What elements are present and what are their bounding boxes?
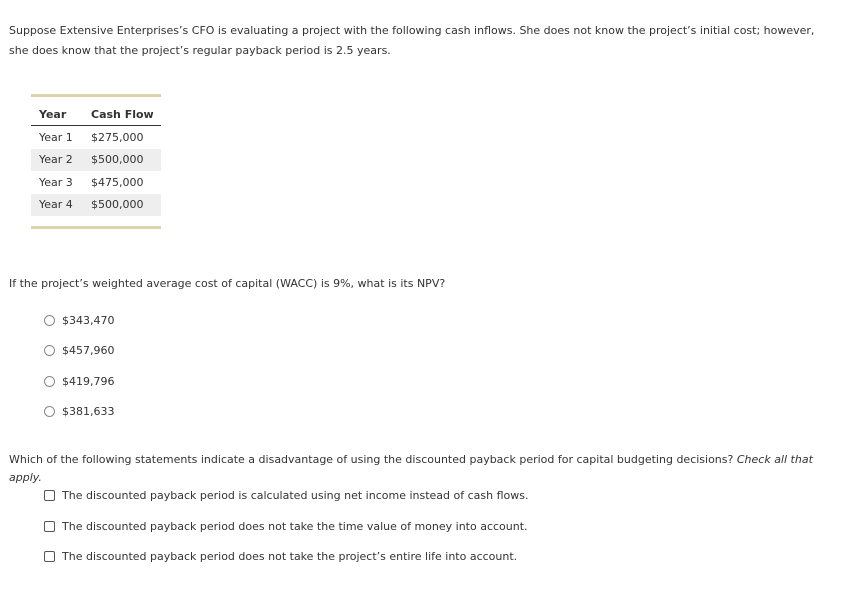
option-label: $343,470 — [62, 313, 115, 327]
npv-option[interactable] — [44, 373, 115, 389]
header-cash-flow: Cash Flow — [91, 103, 161, 126]
year-cell: Year 4 — [31, 194, 91, 217]
table-row — [31, 171, 161, 194]
cash-flow-table — [31, 94, 161, 229]
cash-flow-cell: $500,000 — [91, 149, 161, 172]
npv-option[interactable] — [44, 342, 115, 358]
disadvantage-option[interactable] — [44, 518, 528, 534]
option-label: The discounted payback period does not take the time value of money into account. — [62, 519, 528, 533]
disadvantage-option[interactable] — [44, 487, 529, 503]
year-cell: Year 2 — [31, 149, 91, 172]
option-label: The discounted payback period is calculated using net income instead of cash flows. — [62, 488, 529, 502]
npv-option[interactable] — [44, 403, 115, 419]
question-npv: If the project’s weighted average cost of capital (WACC) is 9%, what is its NPV? — [9, 277, 446, 290]
option-label: $381,633 — [62, 404, 115, 418]
table-row — [31, 194, 161, 217]
radio-button[interactable] — [44, 376, 55, 387]
header-year: Year — [31, 103, 91, 126]
option-label: $419,796 — [62, 374, 115, 388]
cash-flow-cell: $475,000 — [91, 175, 144, 189]
option-label: $457,960 — [62, 343, 115, 357]
radio-button[interactable] — [44, 315, 55, 326]
checkbox[interactable] — [44, 551, 55, 562]
option-label: The discounted payback period does not take the project’s entire life into account. — [62, 549, 518, 563]
cash-flow-cell: $500,000 — [91, 194, 161, 217]
table-header-row — [31, 103, 161, 126]
radio-button[interactable] — [44, 345, 55, 356]
disadvantage-option[interactable] — [44, 548, 517, 564]
intro-paragraph: Suppose Extensive Enterprises’s CFO is evaluating a project with the following cash inflows. She does not know the project’s initial cost; however, she does know that the project’s regular payback period is 2.5 years. — [9, 24, 815, 57]
radio-button[interactable] — [44, 406, 55, 417]
question-instruction: Check all that apply. — [9, 453, 813, 484]
npv-option[interactable] — [44, 312, 115, 328]
table-row — [31, 149, 161, 172]
checkbox[interactable] — [44, 521, 55, 532]
year-cell: Year 3 — [39, 175, 73, 189]
table-row — [31, 126, 161, 149]
checkbox[interactable] — [44, 490, 55, 501]
cash-flow-cell: $275,000 — [91, 130, 144, 144]
question-text: Which of the following statements indicate a disadvantage of using the discounted payback period for capital budgeting decisions? — [9, 453, 734, 466]
question-disadvantage — [9, 451, 843, 487]
year-cell: Year 1 — [39, 130, 73, 144]
